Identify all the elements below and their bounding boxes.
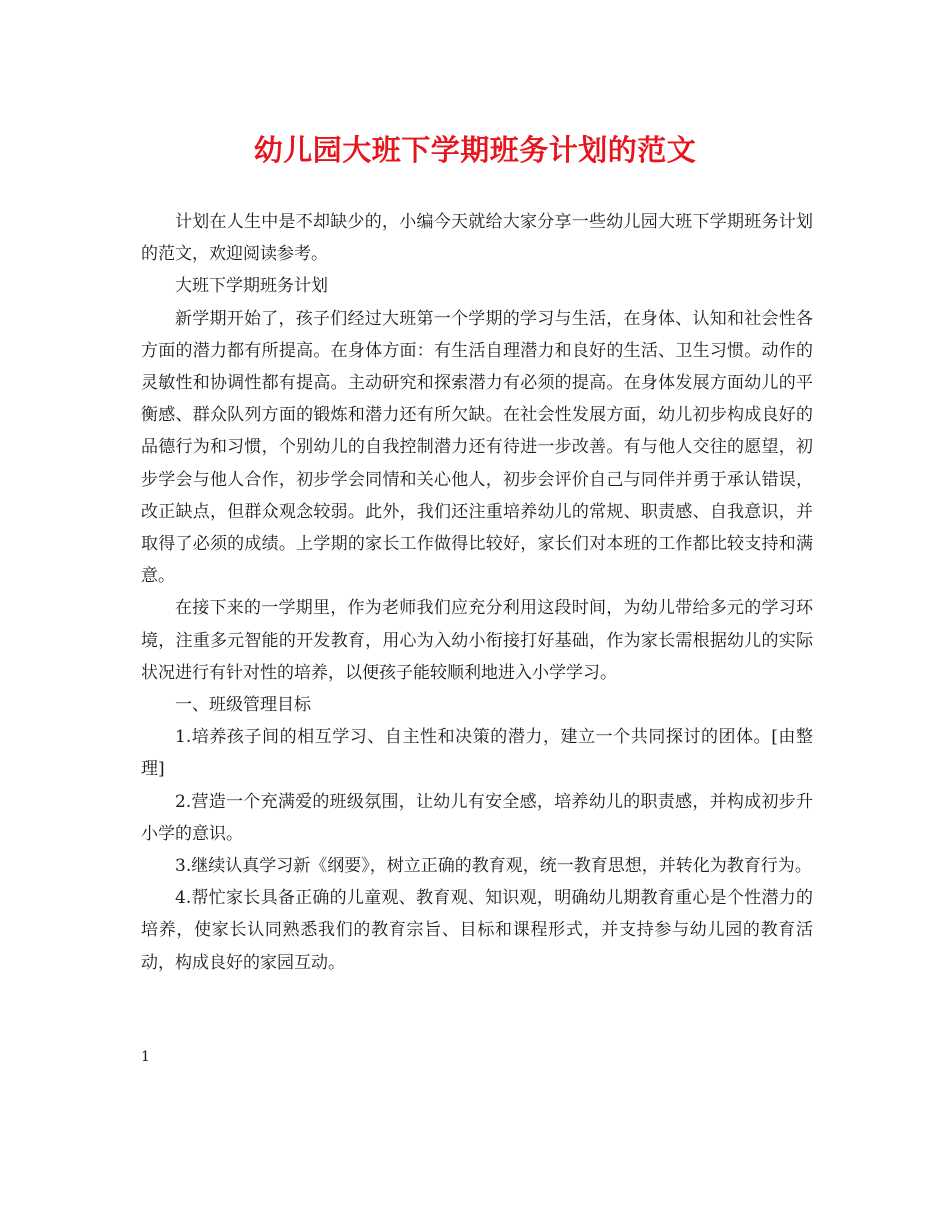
page-number: 1 bbox=[141, 1049, 150, 1065]
document-body bbox=[141, 206, 813, 979]
body-paragraph: 新学期开始了，孩子们经过大班第一个学期的学习与生活，在身体、认知和社会性各方面的潜力都有所提高。在身体方面：有生活自理潜力和良好的生活、卫生习惯。动作的灵敏性和协调性都有提高。主动研究和探索潜力有必须的提高。在身体发展方面幼儿的平衡感、群众队列方面的锻炼和潜力还有所欠缺。在社会性发展方面，幼儿初步构成良好的品德行为和习惯，个别幼儿的自我控制潜力还有待进一步改善。有与他人交往的愿望，初步学会与他人合作，初步学会同情和关心他人，初步会评价自己与同伴并勇于承认错误，改正缺点，但群众观念较弱。此外，我们还注重培养幼儿的常规、职责感、自我意识，并取得了必须的成绩。上学期的家长工作做得比较好，家长们对本班的工作都比较支持和满意。 bbox=[141, 308, 813, 587]
intro-paragraph: 计划在人生中是不却缺少的，小编今天就给大家分享一些幼儿园大班下学期班务计划的范文，欢迎阅读参考。 bbox=[141, 212, 813, 265]
goal-item: 4.帮忙家长具备正确的儿童观、教育观、知识观，明确幼儿期教育重心是个性潜力的培养，使家长认同熟悉我们的教育宗旨、目标和课程形式，并支持参与幼儿园的教育活动，构成良好的家园互动。 bbox=[141, 888, 813, 973]
document-title: 幼儿园大班下学期班务计划的范文 bbox=[253, 133, 697, 167]
body-paragraph: 在接下来的一学期里，作为老师我们应充分利用这段时间，为幼儿带给多元的学习环境，注重多元智能的开发教育，用心为入幼小衔接打好基础，作为家长需根据幼儿的实际状况进行有针对性的培养，以便孩子能较顺利地进入小学学习。 bbox=[141, 598, 813, 683]
goal-item: 3.继续认真学习新《纲要》，树立正确的教育观，统一教育思想，并转化为教育行为。 bbox=[175, 856, 812, 877]
goal-item: 1.培养孩子间的相互学习、自主性和决策的潜力，建立一个共同探讨的团体。[由整理] bbox=[141, 727, 813, 780]
section-heading-goals: 一、班级管理目标 bbox=[175, 695, 311, 716]
section-heading-plan: 大班下学期班务计划 bbox=[175, 276, 328, 297]
goal-item: 2.营造一个充满爱的班级氛围，让幼儿有安全感，培养幼儿的职责感，并构成初步升小学的意识。 bbox=[141, 791, 813, 844]
